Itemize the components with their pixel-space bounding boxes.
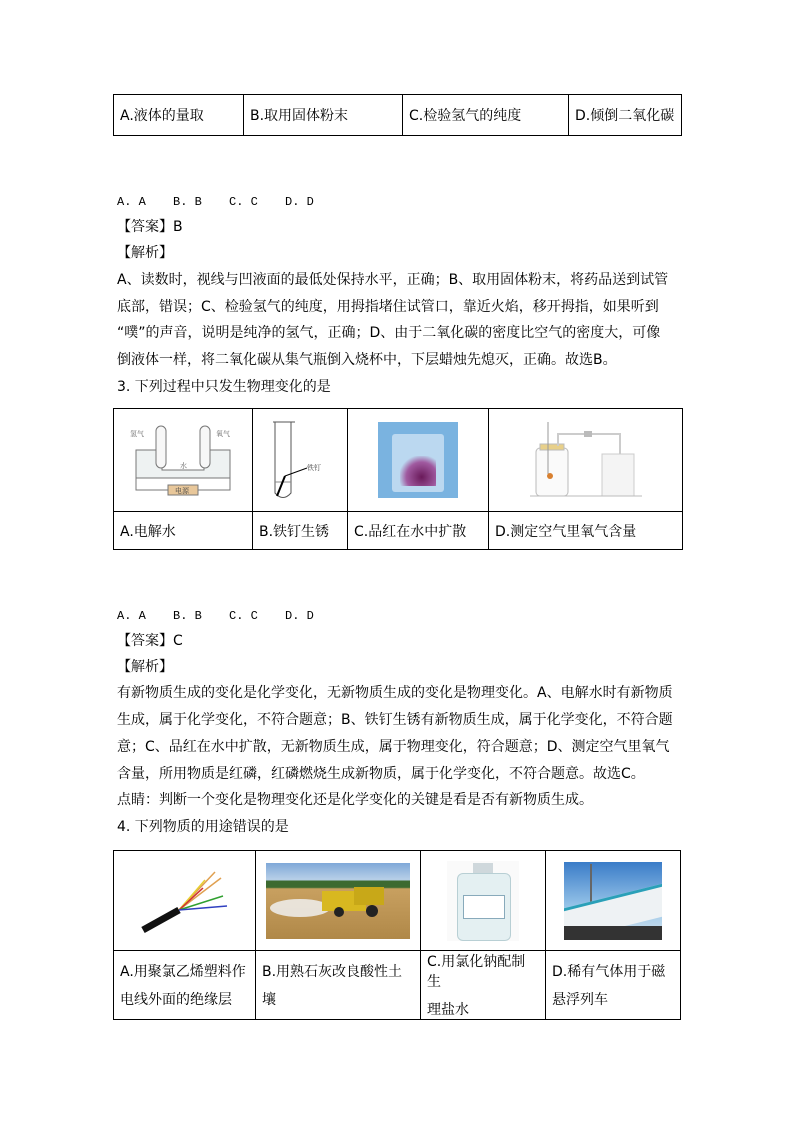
q4-image-cell — [421, 851, 546, 951]
q4-choice-c — [421, 951, 546, 1020]
electric-cable-image — [135, 866, 235, 936]
electrolysis-apparatus-image — [128, 420, 238, 500]
choice-text: 理盐水 — [427, 1002, 469, 1018]
q2-choice-b: B.取用固体粉末 — [244, 95, 403, 136]
q4-choice-table — [113, 850, 681, 1020]
q2-analysis-line: A、读数时，视线与凹液面的最低处保持水平，正确；B、取用固体粉末，将药品送到试管 — [117, 272, 669, 288]
lime-spreading-tractor-image — [266, 863, 410, 939]
q4-image-cell — [114, 851, 256, 951]
q3-choice-table — [113, 408, 683, 550]
choice-text: B.用熟石灰改良酸性土 — [262, 964, 403, 980]
q3-image-cell — [253, 409, 348, 512]
choice-text: D.稀有气体用于磁 — [552, 964, 666, 980]
option-d: D. D — [285, 195, 314, 209]
q4-image-cell — [256, 851, 421, 951]
q2-analysis-line: 底部，错误；C、检验氢气的纯度，用拇指堵住试管口，靠近火焰，移开拇指，如果听到 — [117, 299, 659, 315]
option-a: A. A — [117, 609, 146, 623]
q4-choice-d — [546, 951, 681, 1020]
q3-choice-c: C.品红在水中扩散 — [348, 512, 489, 550]
q2-choice-d: D.倾倒二氧化碳 — [569, 95, 682, 136]
q3-choice-b: B.铁钉生锈 — [253, 512, 348, 550]
q3-options — [117, 606, 341, 625]
q2-choice-a: A.液体的量取 — [114, 95, 244, 136]
test-tube-nail-image — [265, 418, 335, 503]
q3-note: 点睛：判断一个变化是物理变化还是化学变化的关键是看是否有新物质生成。 — [117, 792, 593, 808]
q3-answer: 【答案】C — [117, 633, 183, 649]
option-b: B. B — [173, 609, 202, 623]
q3-image-cell — [489, 409, 683, 512]
q3-question: 3. 下列过程中只发生物理变化的是 — [117, 379, 331, 395]
choice-text: 电线外面的绝缘层 — [120, 992, 232, 1008]
option-a: A. A — [117, 195, 146, 209]
option-c: C. C — [229, 609, 258, 623]
q3-choice-a: A.电解水 — [114, 512, 253, 550]
q3-analysis-line: 有新物质生成的变化是化学变化，无新物质生成的变化是物理变化。A、电解水时有新物质 — [117, 685, 673, 701]
saline-bottle-image — [447, 861, 519, 941]
svg-text:氧气: 氧气 — [216, 430, 230, 438]
oxygen-measurement-apparatus-image — [526, 418, 646, 503]
q3-choice-d: D.测定空气里氧气含量 — [489, 512, 683, 550]
q3-image-cell — [114, 409, 253, 512]
q3-image-cell — [348, 409, 489, 512]
svg-text:铁钉: 铁钉 — [307, 463, 321, 472]
choice-text: 悬浮列车 — [552, 992, 608, 1008]
svg-text:氢气: 氢气 — [130, 430, 144, 438]
option-c: C. C — [229, 195, 258, 209]
q2-analysis-line: 倒液体一样，将二氧化碳从集气瓶倒入烧杯中，下层蜡烛先熄灭，正确。故选B。 — [117, 352, 617, 368]
q2-analysis-line: “噗”的声音，说明是纯净的氢气，正确；D、由于二氧化碳的密度比空气的密度大，可像 — [117, 325, 661, 341]
q2-choice-table — [113, 94, 682, 136]
q3-analysis-line: 意；C、品红在水中扩散，无新物质生成，属于物理变化，符合题意；D、测定空气里氧气 — [117, 739, 670, 755]
q2-options — [117, 192, 341, 211]
svg-text:电源: 电源 — [175, 487, 189, 495]
choice-text: A.用聚氯乙烯塑料作 — [120, 964, 246, 980]
q4-question: 4. 下列物质的用途错误的是 — [117, 819, 289, 835]
q2-answer: 【答案】B — [117, 219, 183, 235]
svg-text:水: 水 — [180, 462, 187, 470]
q3-analysis-line: 生成，属于化学变化，不符合题意；B、铁钉生锈有新物质生成，属于化学变化，不符合题 — [117, 712, 673, 728]
q2-choice-c: C.检验氢气的纯度 — [403, 95, 569, 136]
red-dye-beaker-image — [378, 422, 458, 498]
choice-text: C.用氯化钠配制生 — [427, 954, 526, 990]
q4-choice-a — [114, 951, 256, 1020]
q4-image-cell — [546, 851, 681, 951]
option-b: B. B — [173, 195, 202, 209]
maglev-train-image — [564, 862, 662, 940]
q4-choice-b — [256, 951, 421, 1020]
q3-analysis-label: 【解析】 — [117, 659, 173, 675]
q3-analysis-line: 含量，所用物质是红磷，红磷燃烧生成新物质，属于化学变化，不符合题意。故选C。 — [117, 766, 645, 782]
option-d: D. D — [285, 609, 314, 623]
choice-text: 壤 — [262, 992, 276, 1008]
q2-analysis-label: 【解析】 — [117, 245, 173, 261]
